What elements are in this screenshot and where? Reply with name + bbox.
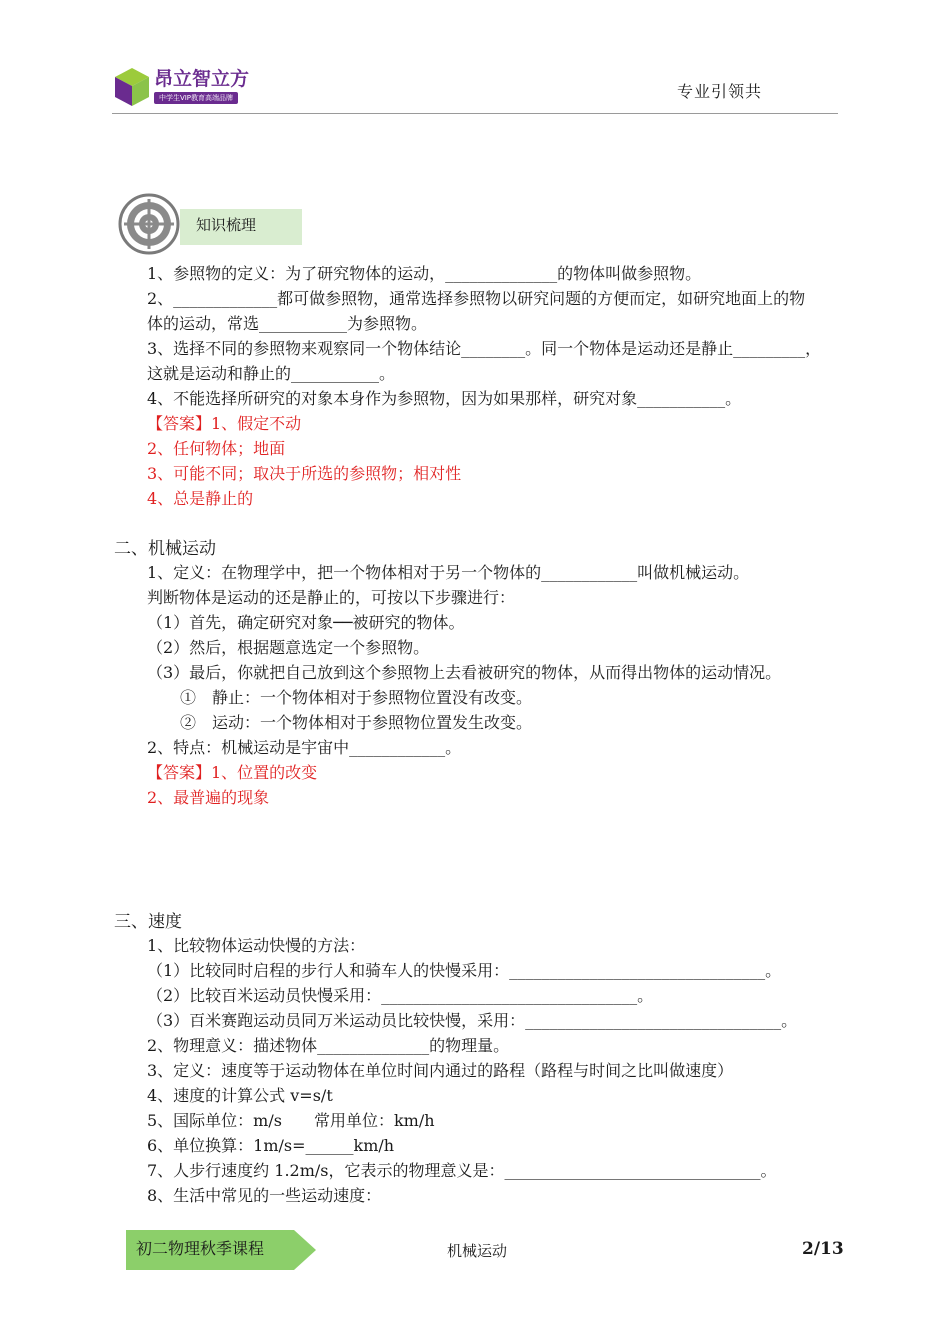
header-tagline: 专业引领共 <box>677 82 763 101</box>
footer <box>0 1225 950 1275</box>
header <box>0 0 950 120</box>
section-heading-mechanical-motion: 二、机械运动 <box>114 539 216 559</box>
s3-line-1: 1、比较物体运动快慢的方法： <box>147 936 366 955</box>
footer-page-number: 2/13 <box>802 1239 844 1259</box>
s3-line-3: （2）比较百米运动员快慢采用：________________________________。 <box>147 986 654 1005</box>
logo <box>112 66 250 108</box>
ref-answer-3: 3、可能不同；取决于所选的参照物；相对性 <box>147 464 462 483</box>
ref-answer-1: 【答案】1、假定不动 <box>147 414 302 433</box>
s3-line-7: 4、速度的计算公式 v=s/t <box>147 1086 333 1105</box>
s2-sub-item-2: ② 运动：一个物体相对于参照物位置发生改变。 <box>180 713 533 732</box>
ref-line-1: 1、参照物的定义：为了研究物体的运动，______________的物体叫做参照物。 <box>147 264 702 283</box>
s3-line-8: 5、国际单位：m/s 常用单位：km/h <box>147 1111 435 1130</box>
s3-line-10: 7、人步行速度约 1.2m/s，它表示的物理意义是：________________________________。 <box>147 1161 777 1180</box>
ref-line-2: 2、_____________都可做参照物，通常选择参照物以研究问题的方便而定，如研究地面上的物 <box>147 289 806 308</box>
s2-sub-item-1: ① 静止：一个物体相对于参照物位置没有改变。 <box>180 688 533 707</box>
knowledge-label: 知识梳理 <box>196 216 257 234</box>
section-heading-speed: 三、速度 <box>114 912 182 932</box>
ref-line-3: 体的运动，常选___________为参照物。 <box>147 314 428 333</box>
s3-line-6: 3、定义：速度等于运动物体在单位时间内通过的路程（路程与时间之比叫做速度） <box>147 1061 734 1080</box>
reference-section <box>147 263 847 513</box>
footer-course: 初二物理秋季课程 <box>136 1239 265 1258</box>
ref-answer-2: 2、任何物体；地面 <box>147 439 286 458</box>
brand-slogan-text: 中学生VIP教育高端品牌 <box>158 94 234 102</box>
target-icon <box>118 193 184 255</box>
ref-line-5: 这就是运动和静止的___________。 <box>147 364 396 383</box>
s2-line-3: （1）首先，确定研究对象──被研究的物体。 <box>147 613 465 632</box>
s2-feature: 2、特点：机械运动是宇宙中____________。 <box>147 738 462 757</box>
s2-line-5: （3）最后，你就把自己放到这个参照物上去看被研究的物体，从而得出物体的运动情况。 <box>147 663 782 682</box>
footer-chapter: 机械运动 <box>447 1242 508 1260</box>
cube-logo-icon <box>112 66 152 108</box>
s2-line-2: 判断物体是运动的还是静止的，可按以下步骤进行： <box>147 588 516 607</box>
s3-line-2: （1）比较同时启程的步行人和骑车人的快慢采用：________________________________。 <box>147 961 782 980</box>
s2-line-1: 1、定义：在物理学中，把一个物体相对于另一个物体的____________叫做机械运动。 <box>147 563 750 582</box>
mechanical-motion-section <box>147 562 847 812</box>
s3-line-5: 2、物理意义：描述物体______________的物理量。 <box>147 1036 510 1055</box>
knowledge-section-badge <box>118 193 308 255</box>
ref-line-6: 4、不能选择所研究的对象本身作为参照物，因为如果那样，研究对象___________。 <box>147 389 742 408</box>
header-divider <box>112 113 838 114</box>
brand-slogan <box>154 92 238 104</box>
speed-section <box>147 935 847 1215</box>
s3-line-11: 8、生活中常见的一些运动速度： <box>147 1186 382 1205</box>
s2-answer-1: 【答案】1、位置的改变 <box>147 763 318 782</box>
brand-name: 昂立智立方 <box>154 68 250 90</box>
s3-line-4: （3）百米赛跑运动员同万米运动员比较快慢，采用：________________________________。 <box>147 1011 798 1030</box>
s2-line-4: （2）然后，根据题意选定一个参照物。 <box>147 638 430 657</box>
s3-line-9: 6、单位换算：1m/s=______km/h <box>147 1136 395 1155</box>
ref-line-4: 3、选择不同的参照物来观察同一个物体结论________。同一个物体是运动还是静止_________， <box>147 339 822 358</box>
ref-answer-4: 4、总是静止的 <box>147 489 254 508</box>
s2-answer-2: 2、最普遍的现象 <box>147 788 270 807</box>
